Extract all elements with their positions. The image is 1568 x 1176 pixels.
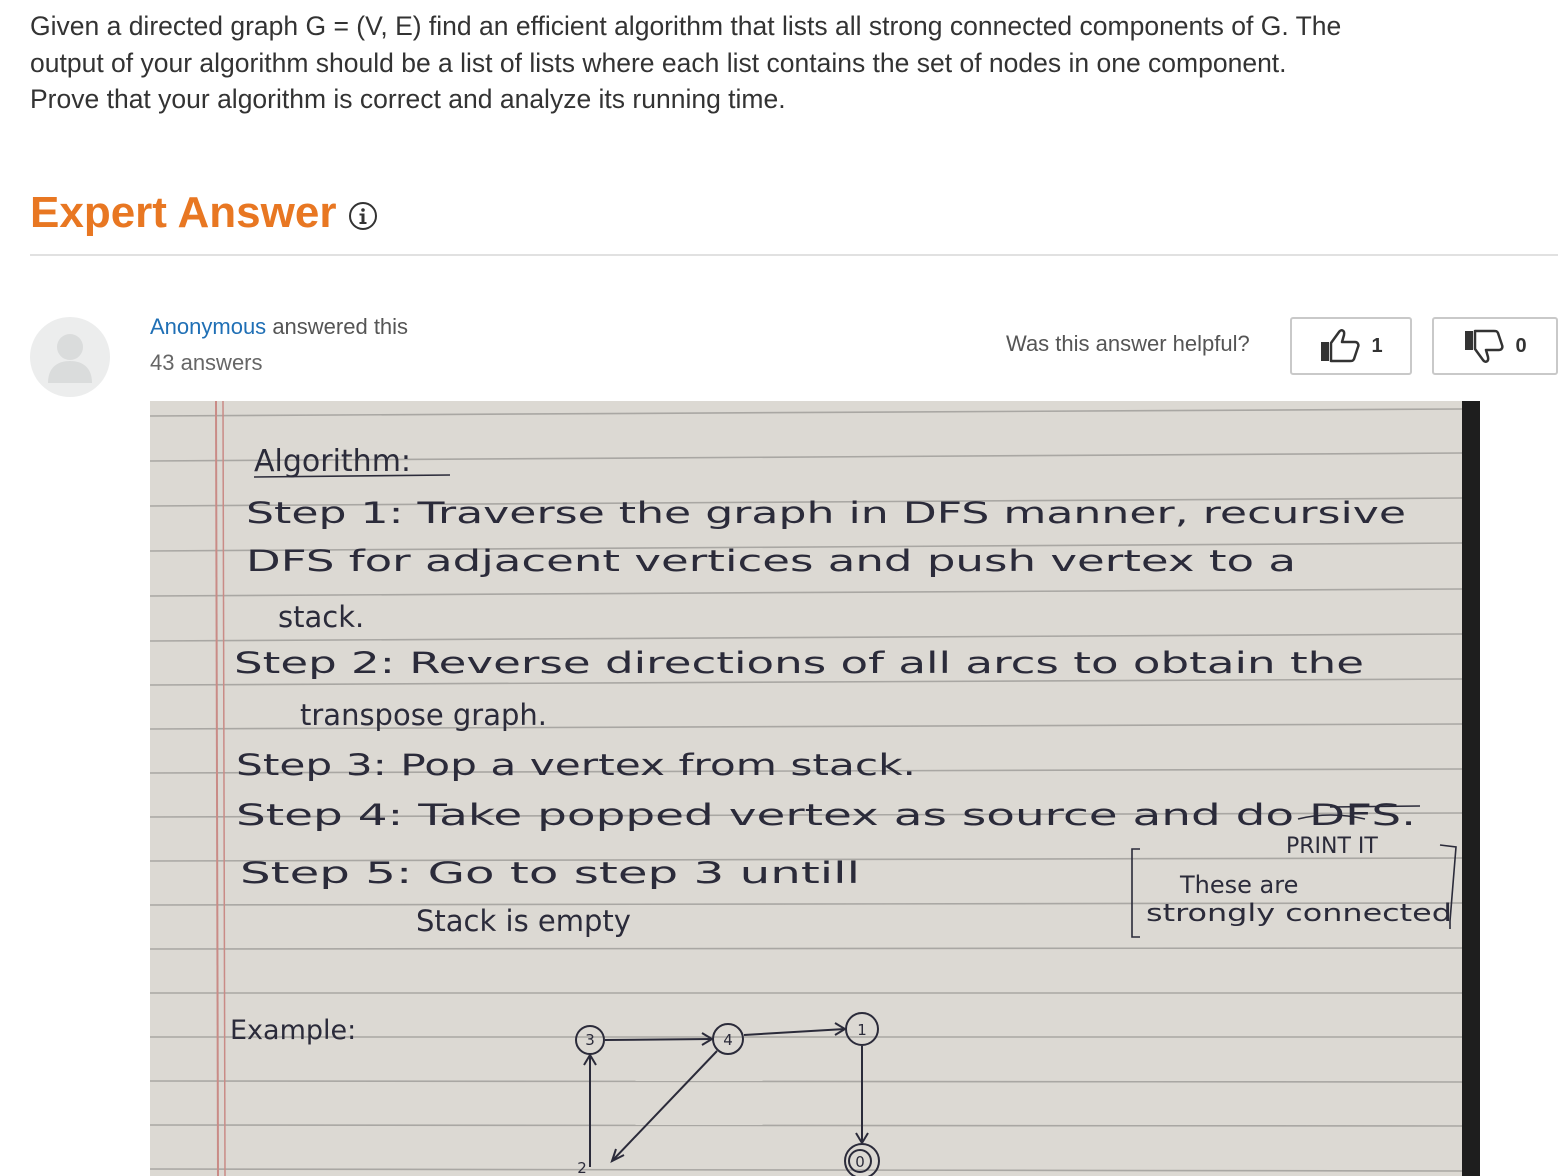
hw-step1-line2: DFS for adjacent vertices and push vertex to a bbox=[246, 544, 1296, 578]
thumbs-up-icon bbox=[1319, 328, 1361, 364]
graph-node-0: 0 bbox=[855, 1153, 865, 1171]
helpful-prompt: Was this answer helpful? bbox=[1006, 331, 1250, 356]
graph-node-4: 4 bbox=[723, 1031, 733, 1049]
hw-print-it: PRINT IT bbox=[1286, 834, 1378, 859]
hw-note-line2: strongly connected bbox=[1146, 899, 1452, 927]
author-line bbox=[150, 314, 408, 340]
hw-step5-line1: Step 5: Go to step 3 untill bbox=[240, 856, 860, 890]
hw-step3: Step 3: Pop a vertex from stack. bbox=[236, 748, 916, 782]
handwritten-answer-image bbox=[150, 401, 1480, 1176]
avatar bbox=[30, 317, 110, 397]
hw-step1-line1: Step 1: Traverse the graph in DFS manner, recursive bbox=[246, 496, 1406, 530]
graph-node-2: 2 bbox=[577, 1159, 587, 1176]
hw-step4: Step 4: Take popped vertex as source and do DFS. bbox=[236, 798, 1416, 832]
graph-node-3: 3 bbox=[585, 1031, 595, 1049]
thumbs-down-icon bbox=[1463, 328, 1505, 364]
expert-answer-title: Expert Answer bbox=[30, 188, 337, 237]
hw-step5-line2: Stack is empty bbox=[416, 904, 631, 938]
downvote-button[interactable] bbox=[1432, 317, 1558, 375]
hw-example: Example: bbox=[230, 1015, 357, 1046]
graph-node-1: 1 bbox=[857, 1021, 867, 1039]
hw-step1-line3: stack. bbox=[278, 600, 365, 634]
expert-answer-heading bbox=[30, 188, 378, 238]
section-divider bbox=[30, 254, 1558, 256]
answers-count: 43 answers bbox=[150, 350, 263, 375]
upvote-button[interactable] bbox=[1290, 317, 1412, 375]
upvote-count: 1 bbox=[1371, 334, 1383, 357]
author-name-link[interactable]: Anonymous bbox=[150, 314, 267, 339]
hw-heading: Algorithm: bbox=[254, 444, 412, 479]
question-text: Given a directed graph G = (V, E) find an efficient algorithm that lists all strong connected components of G. The output of your algorithm should be a list of lists where each list contains the set of nodes in one component. Prove that your algorithm is correct and analyze its running time. bbox=[30, 11, 1342, 114]
info-icon[interactable] bbox=[348, 201, 378, 231]
hw-step2-line1: Step 2: Reverse directions of all arcs to obtain the bbox=[234, 646, 1364, 680]
hw-note-line1: These are bbox=[1180, 871, 1299, 899]
author-action: answered this bbox=[272, 314, 409, 339]
hw-step2-line2: transpose graph. bbox=[300, 698, 547, 732]
downvote-count: 0 bbox=[1515, 334, 1527, 357]
user-silhouette-icon bbox=[30, 317, 110, 397]
